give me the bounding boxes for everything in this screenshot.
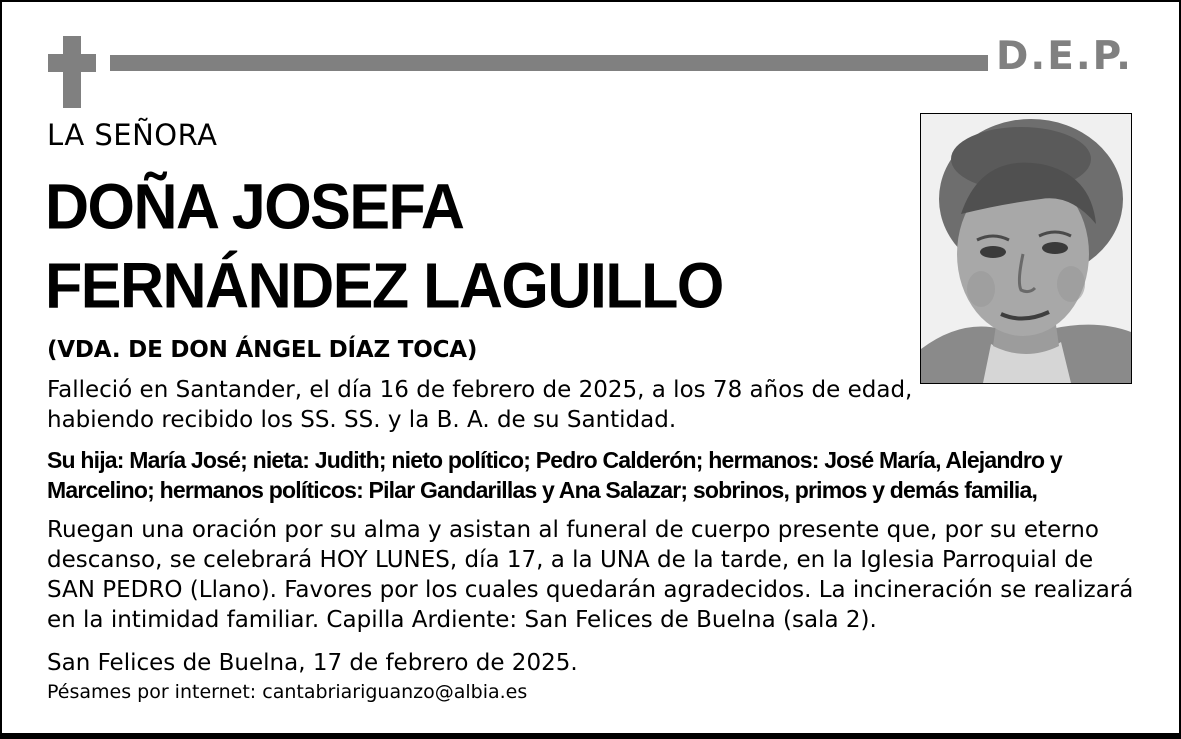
deceased-name-line1: DOÑA JOSEFA bbox=[45, 170, 464, 243]
relatives-line: Marcelino; hermanos políticos: Pilar Gandarillas y Ana Salazar; sobrinos, primos y demás familia, bbox=[47, 477, 1038, 503]
funeral-notice bbox=[47, 515, 1133, 635]
title-prefix: LA SEÑORA bbox=[47, 118, 218, 152]
relatives-line: Su hija: María José; nieta: Judith; nieto político; Pedro Calderón; hermanos: José María, Alejandro y bbox=[47, 447, 1062, 473]
funeral-notice-line: Ruegan una oración por su alma y asistan al funeral de cuerpo presente que, por su eterno bbox=[47, 517, 1099, 543]
cross-vertical-bar bbox=[63, 36, 81, 108]
death-notice-line: Falleció en Santander, el día 16 de febrero de 2025, a los 78 años de edad, bbox=[47, 377, 913, 403]
header-rule bbox=[110, 55, 988, 71]
widow-of: (VDA. DE DON ÁNGEL DÍAZ TOCA) bbox=[47, 337, 478, 363]
funeral-notice-line: en la intimidad familiar. Capilla Ardiente: San Felices de Buelna (sala 2). bbox=[47, 607, 877, 633]
death-notice bbox=[47, 375, 912, 435]
portrait-photo bbox=[920, 113, 1132, 384]
dep-label: D.E.P. bbox=[996, 34, 1133, 79]
death-notice-line: habiendo recibido los SS. SS. y la B. A. de su Santidad. bbox=[47, 407, 677, 433]
funeral-notice-line: SAN PEDRO (Llano). Favores por los cuales quedarán agradecidos. La incineración se realizará bbox=[47, 577, 1134, 603]
funeral-notice-line: descanso, se celebrará HOY LUNES, día 17, a la UNA de la tarde, en la Iglesia Parroquial de bbox=[47, 547, 1094, 573]
place-and-date: San Felices de Buelna, 17 de febrero de 2025. bbox=[47, 650, 578, 676]
deceased-name-line2: FERNÁNDEZ LAGUILLO bbox=[45, 249, 723, 322]
online-condolences: Pésames por internet: cantabriariguanzo@albia.es bbox=[47, 681, 528, 703]
relatives-list bbox=[47, 445, 1062, 505]
portrait-illustration bbox=[921, 114, 1131, 383]
cross-horizontal-bar bbox=[48, 54, 96, 72]
